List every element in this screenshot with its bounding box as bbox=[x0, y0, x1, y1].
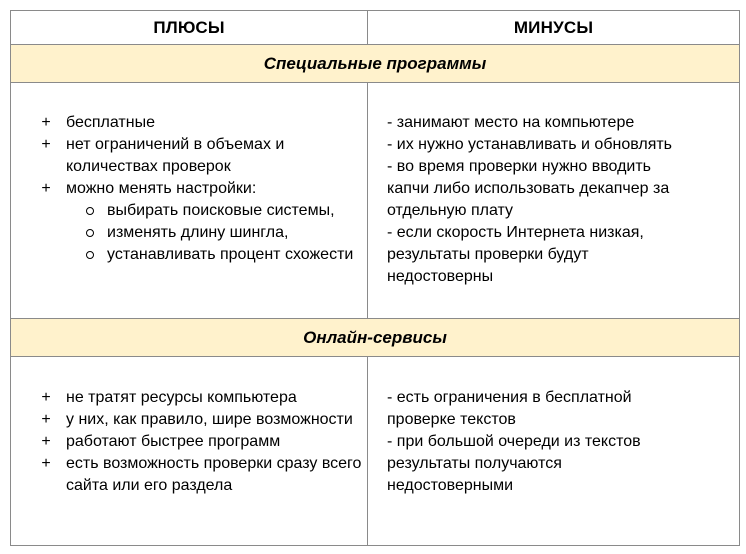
cons-line: - во время проверки нужно вводить bbox=[387, 158, 652, 175]
cons-line: - если скорость Интернета низкая, bbox=[387, 224, 644, 241]
cons-cell bbox=[368, 357, 740, 546]
section-title: Онлайн-сервисы bbox=[11, 319, 740, 357]
sub-item-text: изменять длину шингла, bbox=[107, 224, 289, 241]
plus-bullet: + bbox=[41, 136, 51, 153]
pros-item-text: нет ограничений в объемах и количествах проверок bbox=[66, 136, 285, 175]
comparison-table bbox=[10, 10, 740, 546]
cons-line: капчи либо использовать декапчер за bbox=[387, 180, 670, 197]
plus-bullet: + bbox=[41, 114, 51, 131]
cons-header: МИНУСЫ bbox=[368, 11, 740, 45]
pros-item bbox=[39, 453, 367, 497]
content-row bbox=[11, 83, 740, 319]
pros-item bbox=[39, 409, 367, 431]
cons-line: недостоверны bbox=[387, 268, 494, 285]
section-title: Специальные программы bbox=[11, 45, 740, 83]
cons-line: - их нужно устанавливать и обновлять bbox=[387, 136, 673, 153]
cons-line: результаты получаются bbox=[387, 455, 562, 472]
cons-line: - есть ограничения в бесплатной bbox=[387, 389, 632, 406]
pros-item bbox=[39, 134, 367, 178]
pros-item bbox=[39, 112, 367, 134]
pros-item bbox=[39, 178, 367, 266]
sub-item-text: устанавливать процент схожести bbox=[107, 246, 354, 263]
cons-list bbox=[368, 83, 739, 288]
plus-bullet: + bbox=[41, 433, 51, 450]
plus-bullet: + bbox=[41, 180, 51, 197]
pros-list bbox=[11, 387, 367, 497]
cons-cell bbox=[368, 83, 740, 319]
circle-bullet-icon bbox=[86, 229, 94, 237]
cons-list bbox=[368, 357, 739, 497]
pros-list bbox=[11, 112, 367, 266]
pros-cell bbox=[11, 83, 368, 319]
sub-item bbox=[86, 244, 367, 266]
pros-header: ПЛЮСЫ bbox=[11, 11, 368, 45]
plus-bullet: + bbox=[41, 455, 51, 472]
plus-bullet: + bbox=[41, 411, 51, 428]
section-row bbox=[11, 319, 740, 357]
cons-line: отдельную плату bbox=[387, 202, 514, 219]
plus-bullet: + bbox=[41, 389, 51, 406]
circle-bullet-icon bbox=[86, 251, 94, 259]
sub-item bbox=[86, 200, 367, 222]
cons-line: - при большой очереди из текстов bbox=[387, 433, 641, 450]
pros-item-text: бесплатные bbox=[66, 114, 155, 131]
cons-line: результаты проверки будут bbox=[387, 246, 589, 263]
content-row bbox=[11, 357, 740, 546]
pros-cell bbox=[11, 357, 368, 546]
sub-item bbox=[86, 222, 367, 244]
pros-item-text: есть возможность проверки сразу всего сайта или его раздела bbox=[66, 455, 362, 494]
cons-line: недостоверными bbox=[387, 477, 514, 494]
circle-bullet-icon bbox=[86, 207, 94, 215]
section-row bbox=[11, 45, 740, 83]
cons-line: - занимают место на компьютере bbox=[387, 114, 635, 131]
sub-item-text: выбирать поисковые системы, bbox=[107, 202, 335, 219]
cons-line: проверке текстов bbox=[387, 411, 516, 428]
settings-sublist bbox=[66, 200, 367, 266]
pros-item-text: у них, как правило, шире возможности bbox=[66, 411, 353, 428]
pros-item bbox=[39, 387, 367, 409]
header-row bbox=[11, 11, 740, 45]
pros-item-text: работают быстрее программ bbox=[66, 433, 281, 450]
pros-item-text: не тратят ресурсы компьютера bbox=[66, 389, 297, 406]
pros-item bbox=[39, 431, 367, 453]
pros-item-text: можно менять настройки: bbox=[66, 180, 257, 197]
